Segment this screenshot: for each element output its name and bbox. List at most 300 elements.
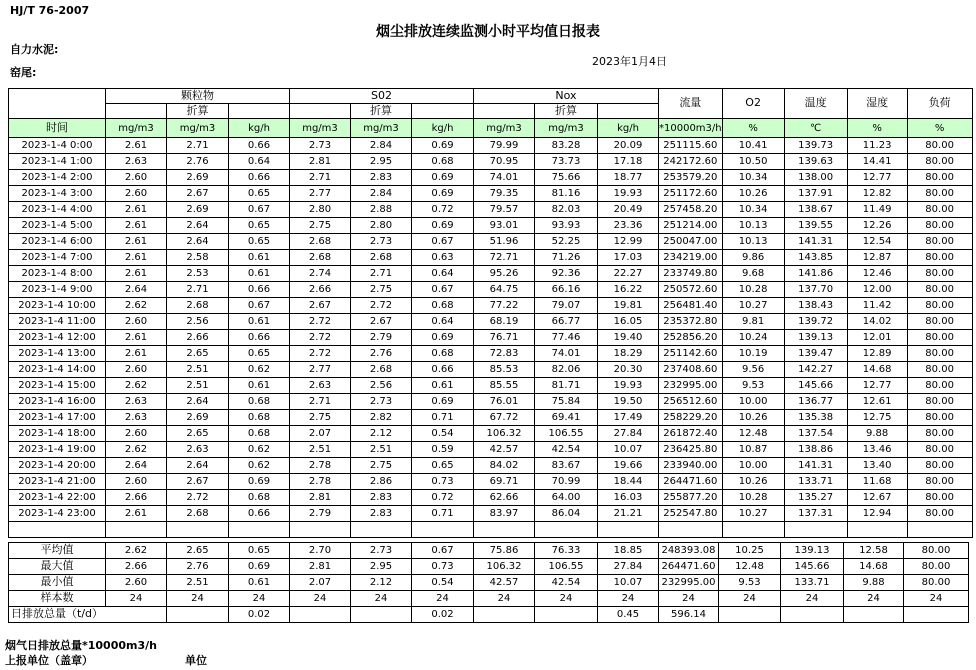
summary-value-cell: 24 (229, 591, 290, 607)
table-row (9, 298, 973, 314)
summary-value-cell: 2.65 (167, 543, 229, 559)
value-cell: 253579.20 (659, 170, 723, 186)
value-cell: 16.22 (598, 282, 659, 298)
summary-value-cell: 24 (351, 591, 412, 607)
value-cell: 80.00 (907, 458, 972, 474)
flow-header: 流量 (659, 89, 723, 119)
value-cell: 242172.60 (659, 154, 723, 170)
summary-value-cell: 106.32 (474, 559, 535, 575)
value-cell: 80.00 (907, 266, 972, 282)
pm-group-header: 颗粒物 (106, 89, 290, 104)
summary-value-cell: 9.53 (719, 575, 781, 591)
value-cell: 27.84 (598, 426, 659, 442)
summary-table (8, 542, 969, 623)
value-cell: 80.00 (907, 330, 972, 346)
time-cell: 2023-1-4 2:00 (9, 170, 106, 186)
value-cell: 12.77 (847, 170, 907, 186)
time-cell: 2023-1-4 13:00 (9, 346, 106, 362)
value-cell: 0.62 (229, 362, 290, 378)
value-cell: 0.66 (229, 506, 290, 522)
summary-value-cell: 2.95 (351, 559, 412, 575)
value-cell: 2.82 (351, 410, 412, 426)
value-cell: 2.62 (106, 442, 167, 458)
value-cell: 139.13 (784, 330, 847, 346)
value-cell: 10.34 (722, 170, 784, 186)
value-cell: 141.31 (784, 458, 847, 474)
value-cell: 80.00 (907, 442, 972, 458)
daily-total-row-label: 日排放总量（t/d） (9, 607, 167, 623)
value-cell: 141.31 (784, 234, 847, 250)
value-cell: 16.05 (598, 314, 659, 330)
value-cell: 93.01 (474, 218, 535, 234)
value-cell: 0.69 (412, 170, 474, 186)
value-cell: 0.61 (412, 378, 474, 394)
value-cell: 2.12 (351, 426, 412, 442)
unit-header: mg/m3 (106, 119, 167, 138)
value-cell: 2.60 (106, 474, 167, 490)
value-cell: 0.68 (412, 346, 474, 362)
value-cell: 2.81 (290, 490, 351, 506)
value-cell: 232995.00 (659, 378, 723, 394)
value-cell: 93.93 (535, 218, 598, 234)
value-cell: 11.23 (847, 138, 907, 154)
value-cell: 2.72 (290, 314, 351, 330)
value-cell: 139.73 (784, 138, 847, 154)
empty-cell (167, 522, 229, 538)
summary-value-cell (351, 607, 412, 623)
value-cell: 76.01 (474, 394, 535, 410)
value-cell: 264471.60 (659, 474, 723, 490)
value-cell: 13.40 (847, 458, 907, 474)
value-cell: 10.13 (722, 234, 784, 250)
value-cell: 0.54 (412, 426, 474, 442)
value-cell: 2.61 (106, 218, 167, 234)
value-cell: 2.71 (290, 170, 351, 186)
time-cell: 2023-1-4 23:00 (9, 506, 106, 522)
value-cell: 12.77 (847, 378, 907, 394)
value-cell: 2.63 (167, 442, 229, 458)
empty-cell (598, 522, 659, 538)
value-cell: 0.69 (412, 218, 474, 234)
time-cell: 2023-1-4 21:00 (9, 474, 106, 490)
value-cell: 138.00 (784, 170, 847, 186)
summary-value-cell: 264471.60 (659, 559, 719, 575)
value-cell: 10.41 (722, 138, 784, 154)
value-cell: 19.81 (598, 298, 659, 314)
value-cell: 258229.20 (659, 410, 723, 426)
value-cell: 0.72 (412, 202, 474, 218)
unit-header: mg/m3 (474, 119, 535, 138)
value-cell: 71.26 (535, 250, 598, 266)
value-cell: 2.76 (167, 154, 229, 170)
value-cell: 2.75 (351, 458, 412, 474)
table-row (9, 474, 973, 490)
humidity-header: 湿度 (847, 89, 907, 119)
summary-value-cell: 10.25 (719, 543, 781, 559)
value-cell: 0.66 (229, 138, 290, 154)
value-cell: 0.69 (412, 394, 474, 410)
value-cell: 81.16 (535, 186, 598, 202)
value-cell: 42.54 (535, 442, 598, 458)
summary-value-cell: 596.14 (659, 607, 719, 623)
value-cell: 12.00 (847, 282, 907, 298)
value-cell: 2.61 (106, 202, 167, 218)
time-cell: 2023-1-4 4:00 (9, 202, 106, 218)
value-cell: 0.68 (229, 490, 290, 506)
value-cell: 2.69 (167, 202, 229, 218)
value-cell: 0.65 (229, 186, 290, 202)
summary-value-cell: 139.13 (781, 543, 844, 559)
value-cell: 2.61 (106, 330, 167, 346)
summary-value-cell: 0.45 (598, 607, 659, 623)
value-cell: 2.62 (106, 378, 167, 394)
value-cell: 82.03 (535, 202, 598, 218)
unit-header: *10000m3/h (659, 119, 723, 138)
value-cell: 261872.40 (659, 426, 723, 442)
value-cell: 17.49 (598, 410, 659, 426)
unit-header: mg/m3 (535, 119, 598, 138)
value-cell: 10.26 (722, 474, 784, 490)
so2-group-header: S02 (290, 89, 474, 104)
summary-value-cell: 18.85 (598, 543, 659, 559)
value-cell: 12.26 (847, 218, 907, 234)
value-cell: 2.86 (351, 474, 412, 490)
value-cell: 2.78 (290, 474, 351, 490)
value-cell: 9.68 (722, 266, 784, 282)
value-cell: 2.60 (106, 170, 167, 186)
summary-value-cell (167, 607, 229, 623)
value-cell: 2.56 (351, 378, 412, 394)
value-cell: 2.79 (290, 506, 351, 522)
value-cell: 9.53 (722, 378, 784, 394)
max-row (9, 559, 969, 575)
value-cell: 2.60 (106, 186, 167, 202)
value-cell: 10.00 (722, 394, 784, 410)
unit-header: mg/m3 (351, 119, 412, 138)
value-cell: 79.57 (474, 202, 535, 218)
value-cell: 0.61 (229, 266, 290, 282)
summary-value-cell: 0.61 (229, 575, 290, 591)
value-cell: 106.32 (474, 426, 535, 442)
value-cell: 76.71 (474, 330, 535, 346)
summary-value-cell: 80.00 (904, 559, 969, 575)
time-cell: 2023-1-4 6:00 (9, 234, 106, 250)
value-cell: 2.80 (351, 218, 412, 234)
time-cell: 2023-1-4 20:00 (9, 458, 106, 474)
value-cell: 77.22 (474, 298, 535, 314)
value-cell: 2.61 (106, 250, 167, 266)
value-cell: 64.75 (474, 282, 535, 298)
value-cell: 0.68 (229, 410, 290, 426)
value-cell: 83.67 (535, 458, 598, 474)
value-cell: 12.99 (598, 234, 659, 250)
empty-cell (535, 522, 598, 538)
value-cell: 0.61 (229, 378, 290, 394)
value-cell: 2.67 (351, 314, 412, 330)
value-cell: 66.77 (535, 314, 598, 330)
value-cell: 12.54 (847, 234, 907, 250)
summary-value-cell: 24 (290, 591, 351, 607)
value-cell: 0.63 (412, 250, 474, 266)
value-cell: 0.59 (412, 442, 474, 458)
value-cell: 11.42 (847, 298, 907, 314)
summary-value-cell: 12.58 (844, 543, 904, 559)
summary-value-cell: 0.67 (412, 543, 474, 559)
value-cell: 2.78 (290, 458, 351, 474)
value-cell: 0.71 (412, 506, 474, 522)
time-cell: 2023-1-4 11:00 (9, 314, 106, 330)
value-cell: 2.68 (351, 250, 412, 266)
value-cell: 2.51 (351, 442, 412, 458)
summary-value-cell: 24 (412, 591, 474, 607)
value-cell: 0.67 (412, 282, 474, 298)
value-cell: 135.38 (784, 410, 847, 426)
value-cell: 2.75 (351, 282, 412, 298)
value-cell: 22.27 (598, 266, 659, 282)
value-cell: 70.95 (474, 154, 535, 170)
value-cell: 2.51 (290, 442, 351, 458)
value-cell: 2.71 (290, 394, 351, 410)
min-row-label: 最小值 (9, 575, 106, 591)
average-row-label: 平均值 (9, 543, 106, 559)
value-cell: 80.00 (907, 426, 972, 442)
value-cell: 2.60 (106, 426, 167, 442)
value-cell: 9.56 (722, 362, 784, 378)
table-row (9, 138, 973, 154)
value-cell: 80.00 (907, 202, 972, 218)
value-cell: 2.77 (290, 186, 351, 202)
value-cell: 42.57 (474, 442, 535, 458)
unit-header: mg/m3 (167, 119, 229, 138)
value-cell: 2.53 (167, 266, 229, 282)
summary-value-cell: 2.60 (106, 575, 167, 591)
value-cell: 2.61 (106, 266, 167, 282)
value-cell: 0.66 (229, 170, 290, 186)
value-cell: 72.83 (474, 346, 535, 362)
value-cell: 2.73 (351, 234, 412, 250)
value-cell: 252856.20 (659, 330, 723, 346)
value-cell: 10.34 (722, 202, 784, 218)
value-cell: 0.66 (412, 362, 474, 378)
temperature-header: 温度 (784, 89, 847, 119)
value-cell: 10.28 (722, 282, 784, 298)
value-cell: 20.49 (598, 202, 659, 218)
summary-value-cell: 24 (659, 591, 719, 607)
summary-value-cell (719, 607, 781, 623)
value-cell: 135.27 (784, 490, 847, 506)
summary-value-cell: 24 (781, 591, 844, 607)
value-cell: 80.00 (907, 250, 972, 266)
unit-header: % (722, 119, 784, 138)
value-cell: 82.06 (535, 362, 598, 378)
summary-value-cell: 27.84 (598, 559, 659, 575)
table-row (9, 314, 973, 330)
value-cell: 136.77 (784, 394, 847, 410)
value-cell: 79.99 (474, 138, 535, 154)
table-row (9, 250, 973, 266)
value-cell: 80.00 (907, 362, 972, 378)
value-cell: 2.77 (290, 362, 351, 378)
value-cell: 250572.60 (659, 282, 723, 298)
footer-flow-total: 烟气日排放总量*10000m3/h (5, 639, 157, 652)
company-name: 自力水泥: (10, 43, 59, 56)
value-cell: 2.63 (106, 394, 167, 410)
value-cell: 2.61 (106, 506, 167, 522)
empty-cell (474, 104, 535, 119)
value-cell: 133.71 (784, 474, 847, 490)
value-cell: 9.88 (847, 426, 907, 442)
value-cell: 255877.20 (659, 490, 723, 506)
value-cell: 2.72 (351, 298, 412, 314)
table-row (9, 458, 973, 474)
table-row (9, 362, 973, 378)
blank-row (9, 522, 973, 538)
summary-value-cell: 2.51 (167, 575, 229, 591)
sample-count-row (9, 591, 969, 607)
value-cell: 2.64 (167, 458, 229, 474)
value-cell: 235372.80 (659, 314, 723, 330)
empty-cell (659, 522, 723, 538)
value-cell: 2.72 (290, 330, 351, 346)
value-cell: 233940.00 (659, 458, 723, 474)
value-cell: 12.82 (847, 186, 907, 202)
value-cell: 137.70 (784, 282, 847, 298)
value-cell: 75.84 (535, 394, 598, 410)
value-cell: 19.93 (598, 186, 659, 202)
value-cell: 12.01 (847, 330, 907, 346)
summary-value-cell: 24 (719, 591, 781, 607)
value-cell: 2.61 (106, 346, 167, 362)
value-cell: 2.71 (167, 282, 229, 298)
nox-group-header: Nox (474, 89, 659, 104)
value-cell: 10.00 (722, 458, 784, 474)
unit-header: kg/h (598, 119, 659, 138)
value-cell: 2.61 (106, 234, 167, 250)
summary-value-cell: 24 (904, 591, 969, 607)
empty-cell (412, 522, 474, 538)
value-cell: 2.73 (351, 394, 412, 410)
unit-header: kg/h (229, 119, 290, 138)
value-cell: 0.65 (412, 458, 474, 474)
group-header-row (9, 89, 973, 104)
value-cell: 251142.60 (659, 346, 723, 362)
max-row-label: 最大值 (9, 559, 106, 575)
empty-cell (106, 104, 167, 119)
value-cell: 11.68 (847, 474, 907, 490)
value-cell: 0.69 (412, 186, 474, 202)
value-cell: 234219.00 (659, 250, 723, 266)
value-cell: 74.01 (535, 346, 598, 362)
table-row (9, 154, 973, 170)
value-cell: 9.81 (722, 314, 784, 330)
value-cell: 2.88 (351, 202, 412, 218)
value-cell: 0.64 (229, 154, 290, 170)
value-cell: 0.69 (412, 138, 474, 154)
value-cell: 2.67 (290, 298, 351, 314)
o2-header: O2 (722, 89, 784, 119)
value-cell: 0.71 (412, 410, 474, 426)
value-cell: 10.26 (722, 410, 784, 426)
value-cell: 19.40 (598, 330, 659, 346)
time-cell: 2023-1-4 22:00 (9, 490, 106, 506)
value-cell: 80.00 (907, 346, 972, 362)
empty-cell (784, 522, 847, 538)
value-cell: 257458.20 (659, 202, 723, 218)
value-cell: 2.68 (290, 250, 351, 266)
value-cell: 2.69 (167, 410, 229, 426)
value-cell: 139.72 (784, 314, 847, 330)
value-cell: 0.69 (412, 330, 474, 346)
monitoring-point: 窑尾: (10, 66, 37, 79)
value-cell: 2.64 (167, 218, 229, 234)
value-cell: 79.35 (474, 186, 535, 202)
table-row (9, 170, 973, 186)
page-title: 烟尘排放连续监测小时平均值日报表 (376, 24, 600, 40)
value-cell: 2.80 (290, 202, 351, 218)
value-cell: 80.00 (907, 298, 972, 314)
summary-value-cell: 2.66 (106, 559, 167, 575)
unit-header: % (907, 119, 972, 138)
value-cell: 0.68 (229, 394, 290, 410)
value-cell: 10.07 (598, 442, 659, 458)
value-cell: 2.71 (167, 138, 229, 154)
summary-value-cell: 10.07 (598, 575, 659, 591)
value-cell: 2.72 (290, 346, 351, 362)
value-cell: 233749.80 (659, 266, 723, 282)
value-cell: 256481.40 (659, 298, 723, 314)
value-cell: 251115.60 (659, 138, 723, 154)
summary-value-cell (535, 607, 598, 623)
value-cell: 0.69 (229, 474, 290, 490)
value-cell: 138.67 (784, 202, 847, 218)
value-cell: 2.74 (290, 266, 351, 282)
value-cell: 18.44 (598, 474, 659, 490)
summary-value-cell: 106.55 (535, 559, 598, 575)
value-cell: 70.99 (535, 474, 598, 490)
summary-value-cell: 0.73 (412, 559, 474, 575)
value-cell: 92.36 (535, 266, 598, 282)
value-cell: 256512.60 (659, 394, 723, 410)
value-cell: 250047.00 (659, 234, 723, 250)
value-cell: 20.30 (598, 362, 659, 378)
value-cell: 0.67 (412, 234, 474, 250)
value-cell: 68.19 (474, 314, 535, 330)
main-table (8, 88, 973, 538)
value-cell: 80.00 (907, 234, 972, 250)
summary-value-cell: 0.02 (229, 607, 290, 623)
summary-value-cell (844, 607, 904, 623)
summary-value-cell: 0.69 (229, 559, 290, 575)
value-cell: 2.84 (351, 138, 412, 154)
empty-cell (907, 522, 972, 538)
empty-cell (351, 522, 412, 538)
doc-code: HJ/T 76-2007 (10, 4, 90, 17)
value-cell: 10.13 (722, 218, 784, 234)
value-cell: 2.64 (167, 394, 229, 410)
value-cell: 106.55 (535, 426, 598, 442)
value-cell: 0.64 (412, 266, 474, 282)
value-cell: 10.28 (722, 490, 784, 506)
empty-cell (229, 522, 290, 538)
value-cell: 12.87 (847, 250, 907, 266)
value-cell: 2.60 (106, 314, 167, 330)
value-cell: 2.68 (290, 234, 351, 250)
unit-header: kg/h (412, 119, 474, 138)
value-cell: 79.07 (535, 298, 598, 314)
nox-converted-header: 折算 (535, 104, 598, 119)
value-cell: 251172.60 (659, 186, 723, 202)
value-cell: 72.71 (474, 250, 535, 266)
